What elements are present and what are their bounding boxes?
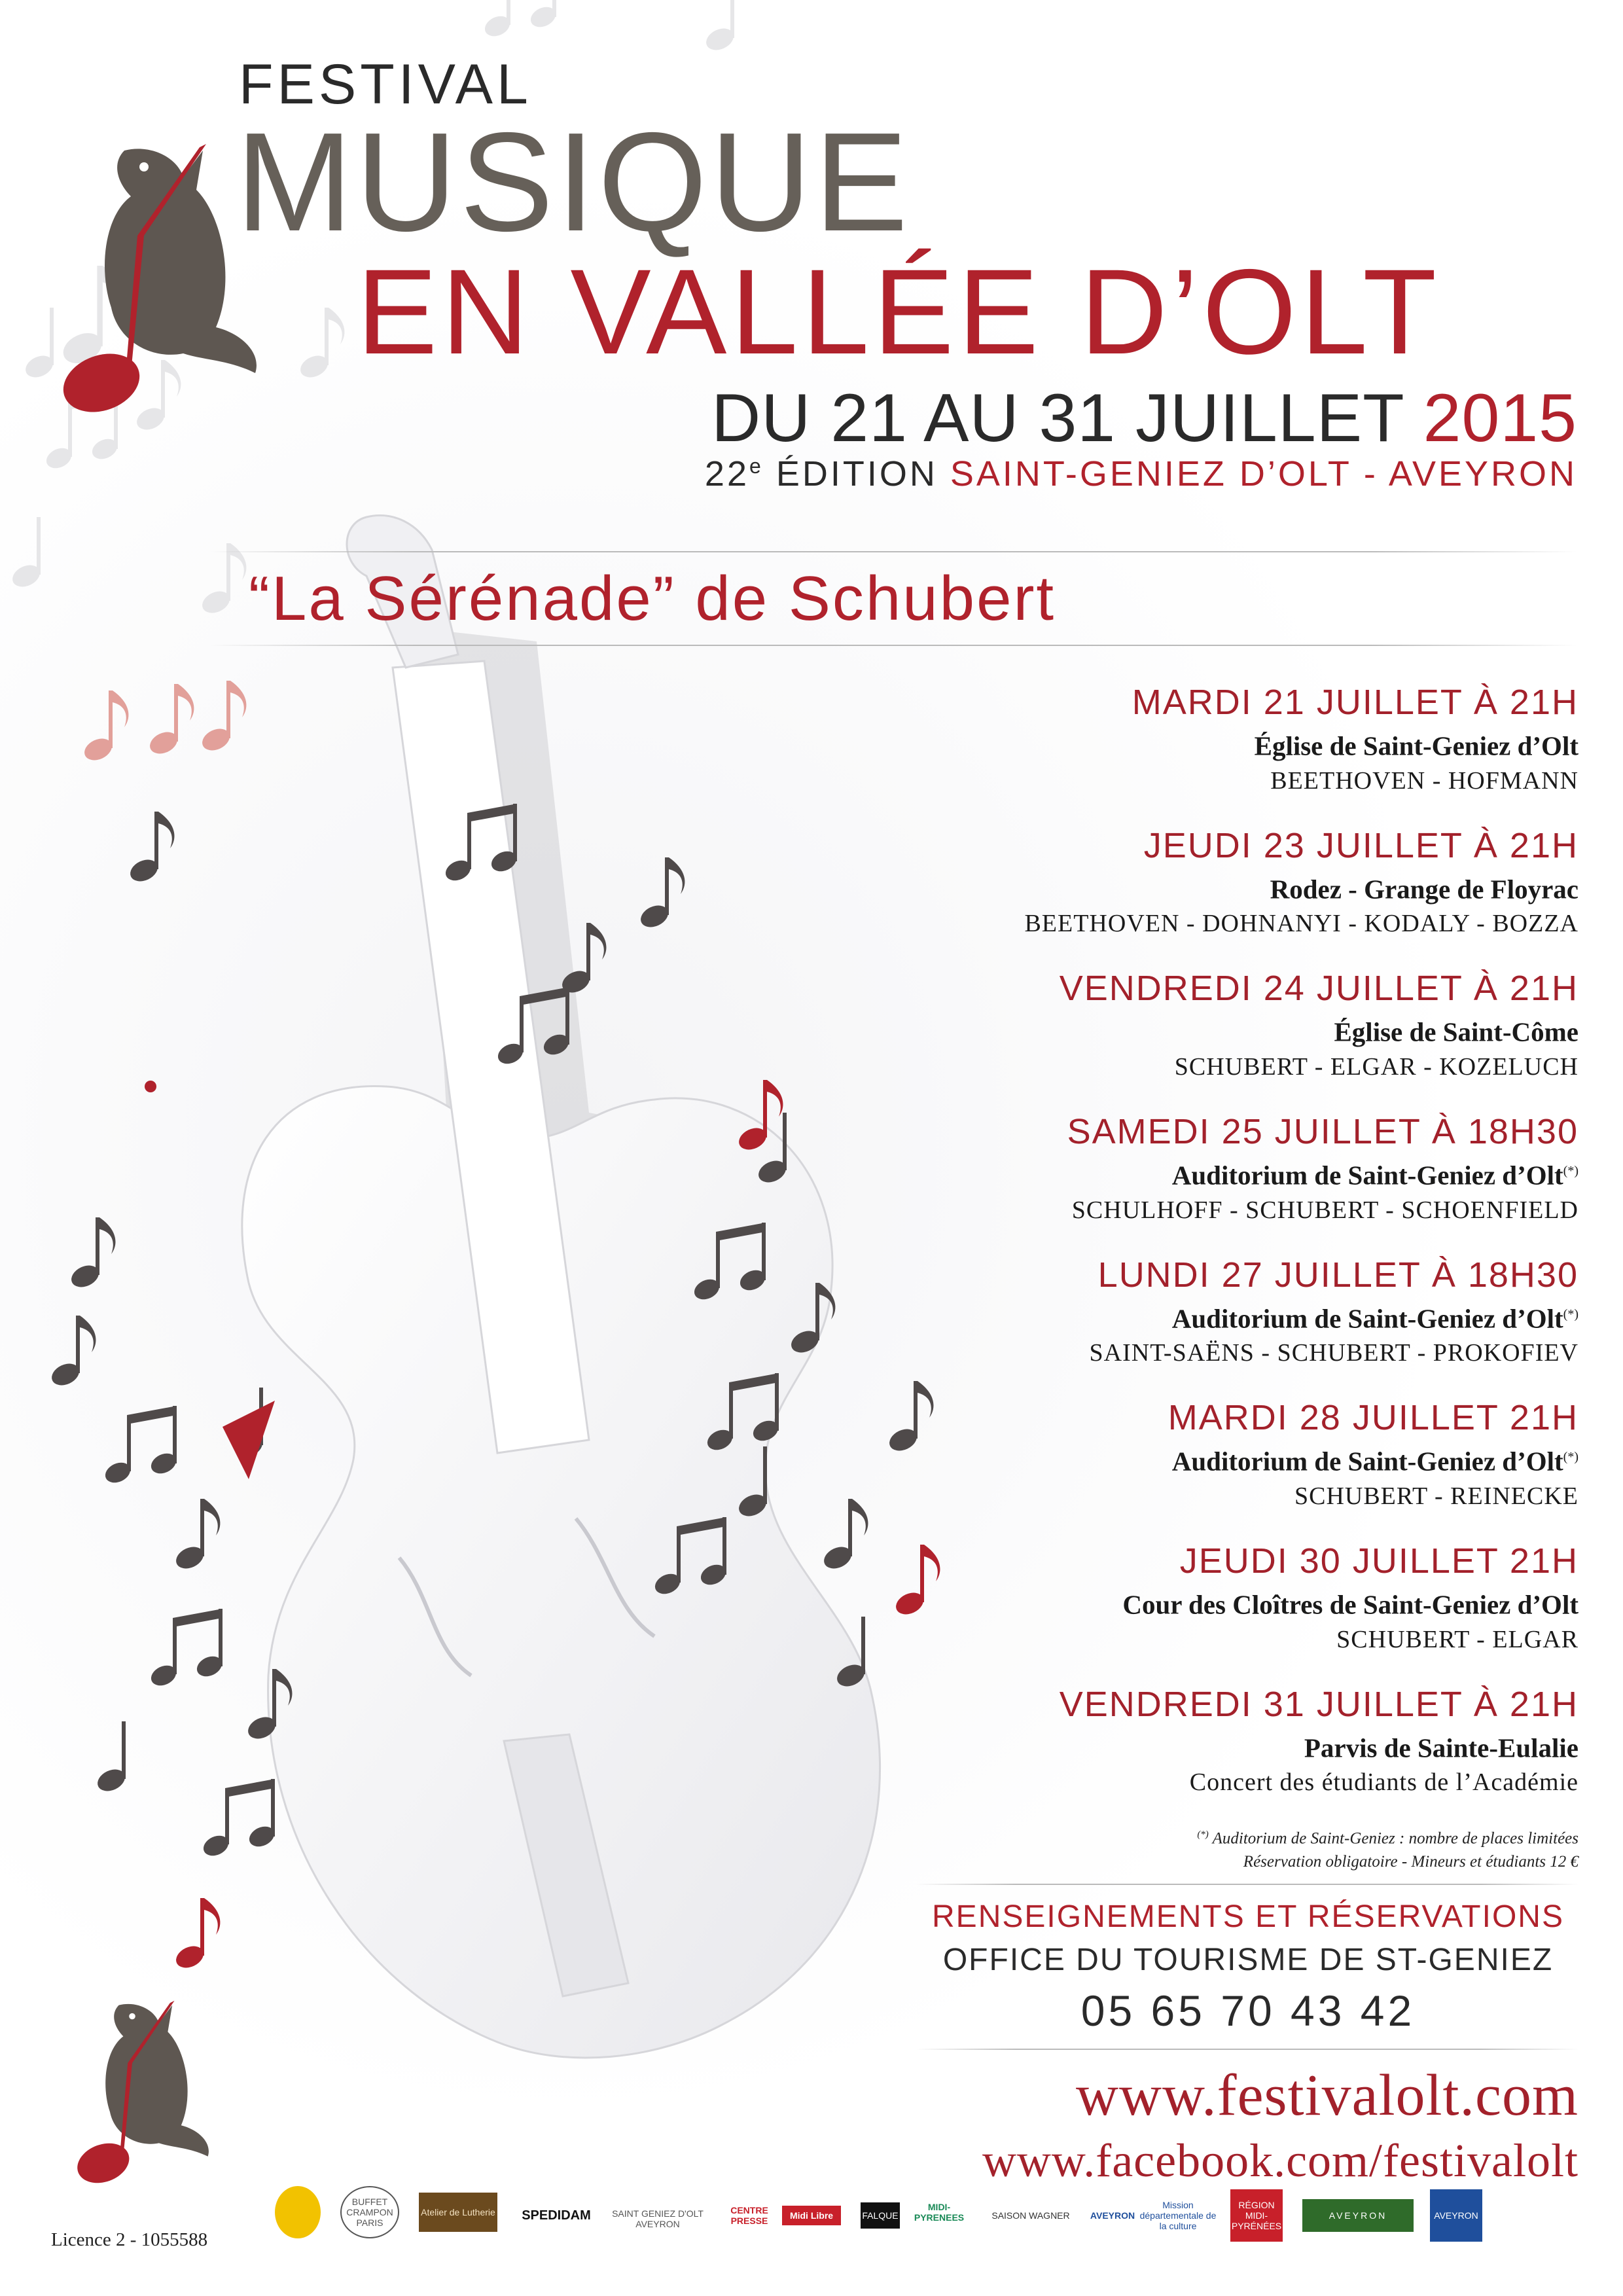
festival-label: FESTIVAL bbox=[239, 53, 532, 116]
concert-item bbox=[728, 1253, 1578, 1371]
concert-venue bbox=[728, 1010, 1578, 1050]
concert-venue bbox=[728, 867, 1578, 907]
title-line-1: MUSIQUE bbox=[236, 103, 911, 260]
venue-name: Cour des Cloîtres de Saint-Geniez d’Olt bbox=[1122, 1589, 1578, 1620]
concert-composers: SCHULHOFF - SCHUBERT - SCHOENFIELD bbox=[1071, 1196, 1578, 1224]
sponsor-logo-saison-wagner: SAISON WAGNER bbox=[991, 2210, 1070, 2221]
concert-composers: SCHUBERT - REINECKE bbox=[1294, 1482, 1578, 1510]
concert-venue bbox=[728, 1297, 1578, 1336]
sponsor-logo-yellow bbox=[275, 2186, 321, 2238]
concert-date: JEUDI 23 JUILLET À 21H bbox=[1143, 825, 1578, 865]
venue-name: Auditorium de Saint-Geniez d’Olt bbox=[1171, 1303, 1563, 1334]
bird-logo bbox=[55, 144, 257, 422]
concert-composers: SAINT-SAËNS - SCHUBERT - PROKOFIEV bbox=[1089, 1339, 1578, 1367]
date-range: DU 21 AU 31 JUILLET bbox=[711, 380, 1404, 456]
concert-composers: BEETHOVEN - DOHNANYI - KODALY - BOZZA bbox=[1024, 910, 1578, 938]
reservations-title: RENSEIGNEMENTS ET RÉSERVATIONS bbox=[932, 1899, 1564, 1934]
concert-composers: Concert des étudiants de l’Académie bbox=[1189, 1768, 1578, 1797]
venue-note-mark: (*) bbox=[1563, 1450, 1578, 1465]
venue-name: Parvis de Sainte-Eulalie bbox=[1304, 1732, 1578, 1763]
divider-info-top bbox=[916, 1884, 1578, 1885]
sponsor-logo-credit-agricole: MIDI-PYRENEES bbox=[914, 2202, 965, 2223]
sponsor-logo-saint-geniez: SAINT GENIEZ D'OLT AVEYRON bbox=[612, 2208, 704, 2229]
venue-name: Auditorium de Saint-Geniez d’Olt bbox=[1171, 1446, 1563, 1477]
footnote-line-1 bbox=[1197, 1823, 1578, 1850]
sponsor-logo-aveyron-1: AVEYRON bbox=[1090, 2210, 1135, 2221]
pink-notes bbox=[81, 681, 247, 764]
concert-date: VENDREDI 31 JUILLET À 21H bbox=[1059, 1684, 1578, 1724]
concert-venue bbox=[728, 1583, 1578, 1623]
sponsor-logo-aveyron-2: AVEYRON bbox=[1430, 2189, 1482, 2242]
sponsor-logo-falque: FALQUE bbox=[861, 2202, 900, 2229]
sponsor-logo-lutherie: Atelier de Lutherie bbox=[419, 2193, 497, 2232]
festival-year: 2015 bbox=[1423, 380, 1577, 456]
concert-item bbox=[728, 1396, 1578, 1513]
divider-top bbox=[209, 551, 1577, 552]
edition-word: ÉDITION bbox=[776, 454, 938, 493]
concert-item bbox=[728, 1110, 1578, 1227]
title-line-2: EN VALLÉE D’OLT bbox=[357, 245, 1441, 380]
venue-note-mark: (*) bbox=[1563, 1163, 1578, 1178]
divider-info-bottom bbox=[916, 2049, 1578, 2050]
program-list bbox=[728, 681, 1578, 1825]
footnote-mark: (*) bbox=[1197, 1829, 1209, 1840]
phone-number: 05 65 70 43 42 bbox=[1080, 1986, 1416, 2035]
divider-theme bbox=[209, 645, 1577, 646]
venue-name: Rodez - Grange de Floyrac bbox=[1270, 874, 1578, 905]
concert-item bbox=[728, 681, 1578, 798]
concert-composers: SCHUBERT - ELGAR - KOZELUCH bbox=[1174, 1052, 1578, 1081]
festival-theme: “La Sérénade” de Schubert bbox=[249, 564, 1056, 634]
concert-venue bbox=[728, 1726, 1578, 1766]
tourist-office: OFFICE DU TOURISME DE ST-GENIEZ bbox=[942, 1943, 1554, 1977]
concert-item bbox=[728, 824, 1578, 941]
facebook-link[interactable]: www.facebook.com/festivalolt bbox=[982, 2134, 1578, 2187]
sponsor-logo-aveyron-green: AVEYRON bbox=[1302, 2199, 1414, 2232]
concert-venue bbox=[728, 1153, 1578, 1193]
sponsor-logo-mission-culture: Mission départementale de la culture bbox=[1139, 2200, 1217, 2231]
bird-logo-small bbox=[72, 2001, 209, 2190]
sponsor-logo-buffet-crampon: BUFFET CRAMPON PARIS bbox=[340, 2186, 399, 2238]
sponsor-logos bbox=[268, 2186, 1590, 2265]
auditorium-footnote bbox=[1197, 1823, 1578, 1874]
venue-name: Église de Saint-Geniez d’Olt bbox=[1254, 730, 1578, 761]
concert-date: VENDREDI 24 JUILLET À 21H bbox=[1059, 969, 1578, 1009]
sponsor-logo-midi-libre: Midi Libre bbox=[782, 2206, 841, 2225]
festival-dates bbox=[711, 380, 1577, 457]
footnote-text: Auditorium de Saint-Geniez : nombre de places limitées bbox=[1212, 1829, 1578, 1848]
venue-name: Auditorium de Saint-Geniez d’Olt bbox=[1171, 1160, 1563, 1191]
venue-note-mark: (*) bbox=[1563, 1306, 1578, 1321]
concert-item bbox=[728, 1683, 1578, 1800]
festival-location: SAINT-GENIEZ D’OLT - AVEYRON bbox=[950, 454, 1577, 493]
venue-name: Église de Saint-Côme bbox=[1334, 1016, 1578, 1047]
concert-date: JEUDI 30 JUILLET 21H bbox=[1179, 1541, 1578, 1581]
concert-item bbox=[728, 967, 1578, 1084]
concert-date: MARDI 28 JUILLET 21H bbox=[1168, 1398, 1578, 1438]
sponsor-logo-spedidam: SPEDIDAM bbox=[522, 2208, 591, 2223]
concert-composers: SCHUBERT - ELGAR bbox=[1336, 1625, 1578, 1653]
concert-composers: BEETHOVEN - HOFMANN bbox=[1270, 766, 1578, 795]
website-link[interactable]: www.festivalolt.com bbox=[1075, 2063, 1578, 2128]
concert-date: MARDI 21 JUILLET À 21H bbox=[1132, 683, 1578, 722]
edition-suffix: e bbox=[749, 454, 764, 478]
concert-date: SAMEDI 25 JUILLET À 18H30 bbox=[1067, 1111, 1578, 1151]
sponsor-logo-centre-presse: CENTRE PRESSE bbox=[730, 2205, 768, 2226]
edition-number: 22 bbox=[704, 454, 749, 493]
concert-venue bbox=[728, 724, 1578, 764]
reservations-box bbox=[918, 1895, 1578, 2040]
sponsor-logo-region: RÉGION MIDI-PYRÉNÉES bbox=[1230, 2189, 1283, 2242]
concert-venue bbox=[728, 1439, 1578, 1479]
concert-date: LUNDI 27 JUILLET À 18H30 bbox=[1097, 1255, 1578, 1295]
concert-item bbox=[728, 1539, 1578, 1657]
edition-line bbox=[705, 454, 1577, 494]
footnote-line-2: Réservation obligatoire - Mineurs et étudiants 12 € bbox=[1243, 1853, 1578, 1871]
licence-number: Licence 2 - 1055588 bbox=[51, 2229, 208, 2250]
